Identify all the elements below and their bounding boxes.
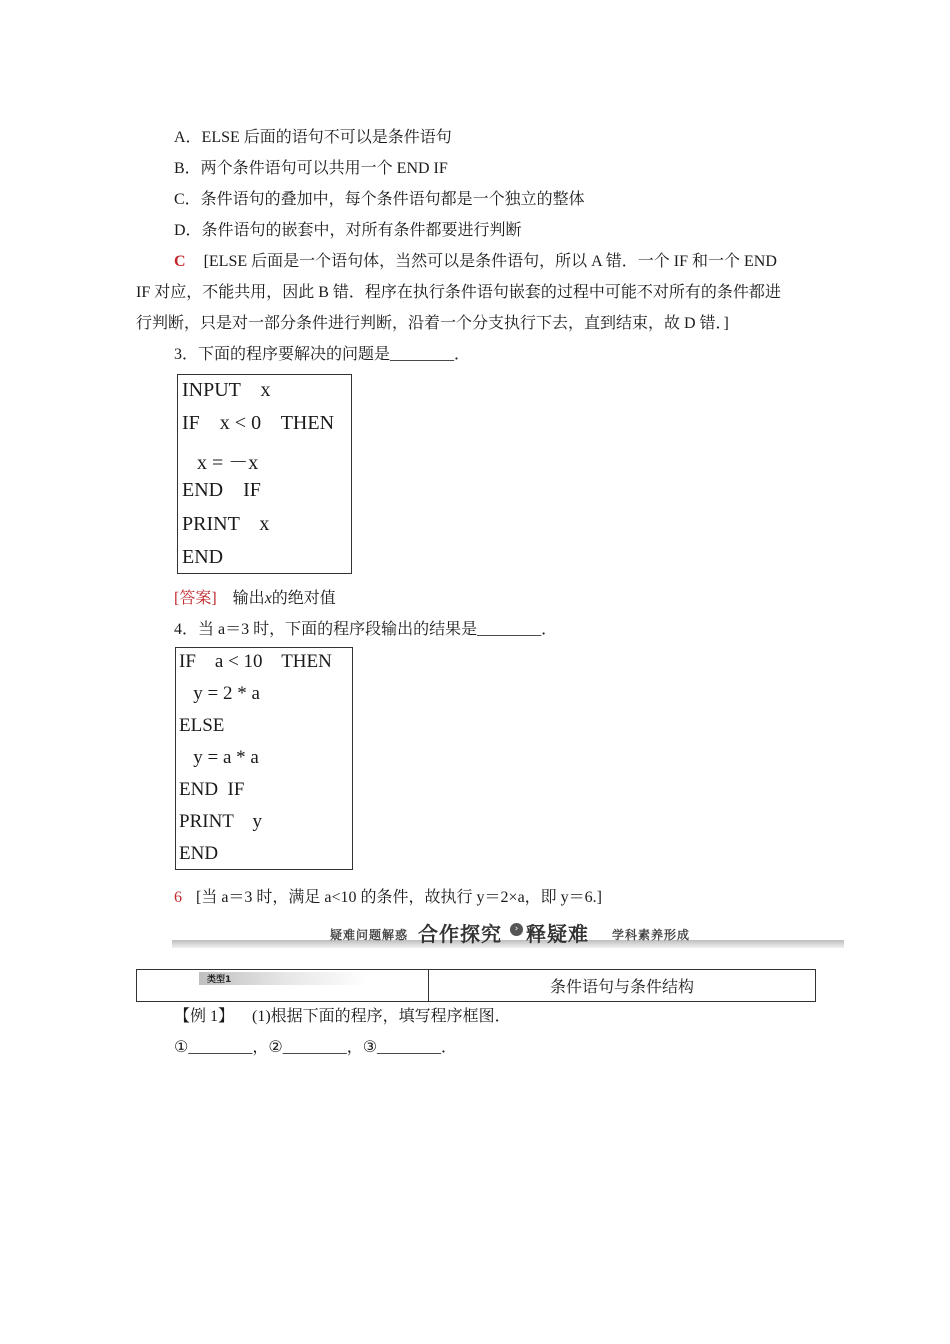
code-line: y = a * a <box>179 747 259 768</box>
answer-letter: C <box>174 253 186 270</box>
example-tag: 【例 1】 <box>174 1008 235 1025</box>
program-box-q3 <box>177 374 352 574</box>
answer-value: 6 <box>174 889 182 906</box>
program-box-q4 <box>175 647 353 870</box>
option-d: D．条件语句的嵌套中，对所有条件都要进行判断 <box>174 222 522 239</box>
code-line: x = －x <box>182 452 259 474</box>
section-divider <box>172 940 844 948</box>
type-title: 条件语句与条件结构 <box>549 977 694 996</box>
answer-explanation-line-3: 行判断，只是对一部分条件进行判断，沿着一个分支执行下去，直到结束，故 D 错．] <box>136 315 729 332</box>
code-line: ELSE <box>179 715 225 736</box>
code-line: END <box>179 843 219 864</box>
section-right-label: 学科素养形成 <box>612 928 691 942</box>
question-4: 4．当 a＝3 时，下面的程序段输出的结果是________． <box>174 621 558 638</box>
code-line: IF x < 0 THEN <box>182 412 335 434</box>
answer-text-1: [ELSE 后面是一个语句体，当然可以是条件语句，所以 A 错．一个 IF 和一个 END <box>203 253 777 270</box>
type-tab <box>199 972 369 985</box>
example-text: (1)根据下面的程序，填写程序框图． <box>252 1008 511 1025</box>
answer-q3-pre: 输出 <box>232 590 265 607</box>
code-line: PRINT x <box>182 513 270 535</box>
example-1 <box>174 1003 511 1026</box>
code-line: END IF <box>179 779 245 800</box>
answer-q4-text: [当 a＝3 时，满足 a<10 的条件，故执行 y＝2×a，即 y＝6.] <box>196 889 603 906</box>
section-title-part1: 合作探究 <box>418 922 502 946</box>
option-c: C．条件语句的叠加中，每个条件语句都是一个独立的整体 <box>174 191 585 208</box>
question-3: 3．下面的程序要解决的问题是________． <box>174 346 471 363</box>
option-a: A．ELSE 后面的语句不可以是条件语句 <box>174 129 452 146</box>
answer-explanation-line-1 <box>174 248 777 271</box>
code-line: y = 2 * a <box>179 683 260 704</box>
answer-tag: [答案] <box>174 590 217 607</box>
answer-q3-post: 的绝对值 <box>271 590 336 607</box>
code-line: END <box>182 546 224 568</box>
code-line: END IF <box>182 479 261 501</box>
type-tab-label: 类型1 <box>207 975 232 985</box>
type-header-table <box>136 969 816 1002</box>
code-line: INPUT x <box>182 379 271 401</box>
answer-explanation-line-2: IF 对应，不能共用，因此 B 错．程序在执行条件语句嵌套的过程中可能不对所有的条件都进 <box>136 284 781 301</box>
chevron-right-icon: › <box>510 923 523 936</box>
code-line: IF a < 10 THEN <box>179 651 332 672</box>
answer-q3 <box>174 585 336 608</box>
answer-q4 <box>174 884 602 907</box>
code-line: PRINT y <box>179 811 263 832</box>
section-header <box>172 918 844 952</box>
section-title-part2: 释疑难 <box>526 922 589 946</box>
answer-q3-var: x <box>264 590 272 607</box>
option-b: B．两个条件语句可以共用一个 END IF <box>174 160 448 177</box>
section-left-label: 疑难问题解惑 <box>330 928 409 942</box>
example-blanks: ①________，②________，③________． <box>174 1039 458 1056</box>
